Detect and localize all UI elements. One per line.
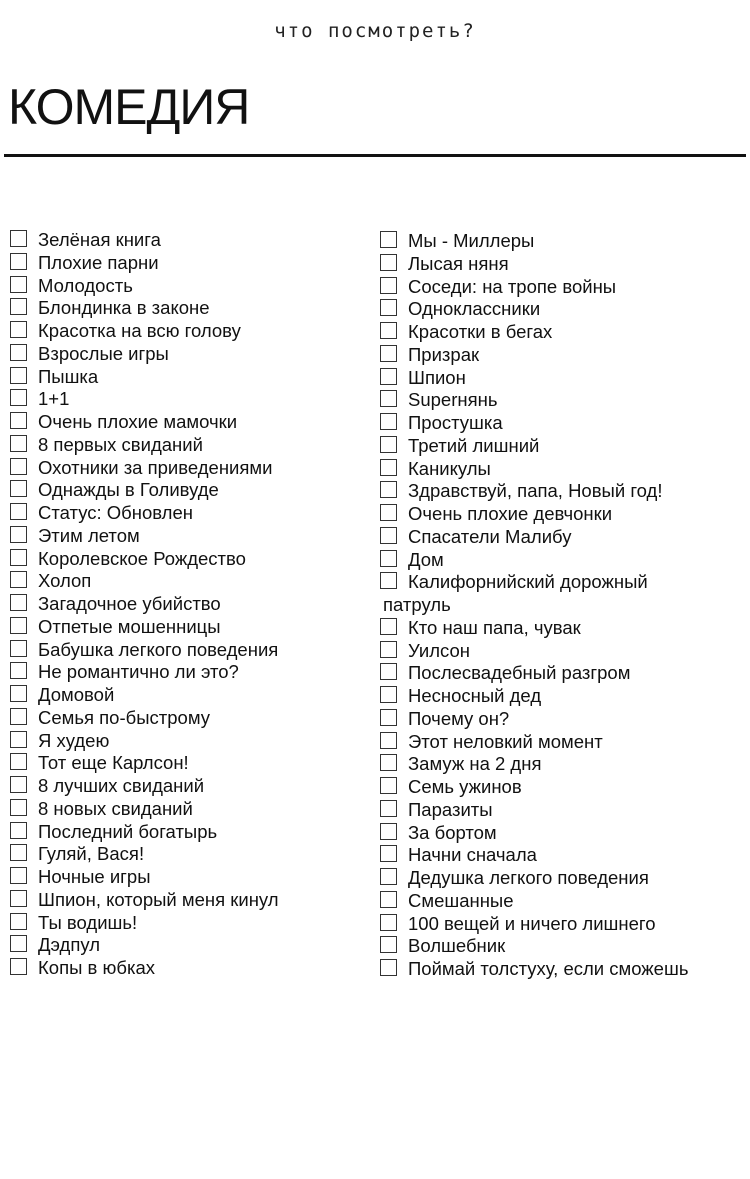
checkbox-icon[interactable]: [10, 549, 27, 566]
checklist-item-label: Мы - Миллеры: [408, 230, 535, 251]
checklist-item[interactable]: [379, 321, 747, 344]
checkbox-icon[interactable]: [380, 277, 397, 294]
checklist-item[interactable]: [9, 275, 369, 298]
checkbox-icon[interactable]: [380, 550, 397, 567]
checklist-item-label: Семья по-быстрому: [38, 706, 211, 728]
checklist-item-label: Замуж на 2 дня: [408, 753, 542, 775]
checklist-item[interactable]: [9, 730, 369, 753]
checklist-item[interactable]: [379, 958, 747, 981]
checklist-item[interactable]: [379, 253, 747, 276]
checkbox-icon[interactable]: [10, 799, 27, 816]
checkbox-icon[interactable]: [380, 572, 397, 589]
checklist-item[interactable]: [9, 570, 369, 593]
checklist-item-label: Плохие парни: [38, 251, 159, 273]
checklist-item[interactable]: [379, 435, 747, 458]
checkbox-icon[interactable]: [10, 594, 27, 611]
checklist-item[interactable]: [9, 502, 369, 525]
checklist-item[interactable]: [9, 684, 369, 707]
checklist-item-label: За бортом: [408, 821, 497, 843]
checkbox-icon[interactable]: [380, 641, 397, 658]
checklist-item[interactable]: [379, 344, 747, 367]
checklist-item-label: Волшебник: [408, 935, 506, 957]
checklist-item[interactable]: [9, 843, 369, 866]
checklist-item[interactable]: [9, 707, 369, 730]
checklist-item[interactable]: [9, 752, 369, 775]
checkbox-icon[interactable]: [10, 640, 27, 657]
checklist-item[interactable]: [9, 297, 369, 320]
checkbox-icon[interactable]: [380, 345, 397, 362]
checklist-item-label: Бабушка легкого поведения: [38, 638, 279, 660]
checklist-item[interactable]: [379, 412, 747, 435]
left-checklist: [9, 229, 369, 980]
checkbox-icon[interactable]: [10, 526, 27, 543]
checklist-item-label: Каникулы: [408, 457, 491, 479]
checkbox-icon[interactable]: [380, 914, 397, 931]
page-title: КОМЕДИЯ: [8, 79, 250, 135]
checkbox-icon[interactable]: [10, 753, 27, 770]
checklist-item[interactable]: [9, 343, 369, 366]
checkbox-icon[interactable]: [380, 618, 397, 635]
checklist-item[interactable]: [379, 276, 747, 299]
checkbox-icon[interactable]: [10, 890, 27, 907]
checkbox-icon[interactable]: [380, 481, 397, 498]
checklist-item[interactable]: [9, 957, 369, 980]
checklist-item[interactable]: [9, 320, 369, 343]
checkbox-icon[interactable]: [380, 845, 397, 862]
checklist-item[interactable]: [379, 822, 747, 845]
right-checklist: [379, 230, 747, 981]
checklist-item[interactable]: [9, 457, 369, 480]
checklist-item-label: Этим летом: [38, 524, 140, 546]
checklist-item[interactable]: [379, 685, 747, 708]
checklist-item[interactable]: [379, 389, 747, 412]
checklist-item-label: Начни сначала: [408, 844, 537, 866]
checklist-item[interactable]: [379, 367, 747, 390]
checkbox-icon[interactable]: [380, 368, 397, 385]
checklist-item-label: патруль: [383, 594, 451, 615]
checklist-item[interactable]: [9, 229, 369, 252]
checklist-item-label: 8 первых свиданий: [38, 433, 203, 455]
checkbox-icon[interactable]: [380, 800, 397, 817]
checklist-item[interactable]: [379, 799, 747, 822]
checklist-item[interactable]: [9, 798, 369, 821]
checklist-item[interactable]: [9, 388, 369, 411]
checklist-item[interactable]: [9, 912, 369, 935]
checkbox-icon[interactable]: [380, 299, 397, 316]
checklist-item-label: 8 лучших свиданий: [38, 775, 205, 796]
checklist-item[interactable]: [379, 298, 747, 321]
checklist-item-label: Холоп: [38, 570, 92, 592]
checklist-item[interactable]: [9, 639, 369, 662]
checkbox-icon[interactable]: [380, 686, 397, 703]
checklist-item[interactable]: [379, 935, 747, 958]
checklist-item[interactable]: [9, 661, 369, 684]
checkbox-icon[interactable]: [380, 322, 397, 339]
checklist-item-label: Кто наш папа, чувак: [408, 616, 581, 638]
checkbox-icon[interactable]: [10, 480, 27, 497]
checklist-item-label: Здравствуй, папа, Новый год!: [408, 480, 663, 502]
checklist-item[interactable]: [9, 934, 369, 957]
checkbox-icon[interactable]: [380, 459, 397, 476]
checkbox-icon[interactable]: [380, 709, 397, 726]
checkbox-icon[interactable]: [380, 436, 397, 453]
checkbox-icon[interactable]: [10, 867, 27, 884]
checkbox-icon[interactable]: [10, 844, 27, 861]
checklist-item[interactable]: [379, 571, 747, 594]
checkbox-icon[interactable]: [380, 231, 397, 248]
checkbox-icon[interactable]: [10, 435, 27, 452]
checklist-item-label: Паразиты: [408, 798, 493, 820]
checklist-item[interactable]: [379, 640, 747, 663]
checklist-item[interactable]: [9, 866, 369, 889]
checklist-item-label: Красотка на всю голову: [38, 320, 241, 341]
checklist-item-label: 1+1: [38, 388, 70, 410]
checkbox-icon[interactable]: [10, 458, 27, 475]
checkbox-icon[interactable]: [10, 935, 27, 952]
checklist-item[interactable]: [379, 480, 747, 503]
checklist-item[interactable]: [379, 913, 747, 936]
checklist-item-label: Superнянь: [408, 389, 498, 411]
checklist-item[interactable]: [379, 731, 747, 754]
checklist-item-label: Послесвадебный разгром: [408, 662, 631, 684]
checklist-item-label: Смешанные: [408, 889, 514, 911]
checklist-item-label: Взрослые игры: [38, 342, 169, 364]
checkbox-icon[interactable]: [10, 344, 27, 361]
checklist-item-label: Несносный дед: [408, 685, 542, 706]
checklist-item-label: Не романтично ли это?: [38, 661, 239, 683]
checklist-item[interactable]: [9, 616, 369, 639]
checklist-item-label: Пышка: [38, 365, 99, 387]
checkbox-icon[interactable]: [10, 662, 27, 679]
checklist-item[interactable]: [379, 526, 747, 549]
checklist-item[interactable]: [379, 617, 747, 640]
checklist-item-label: Лысая няня: [408, 252, 509, 274]
checkbox-icon[interactable]: [10, 412, 27, 429]
checkbox-icon[interactable]: [380, 777, 397, 794]
checklist-item[interactable]: [379, 844, 747, 867]
checklist-item[interactable]: [9, 548, 369, 571]
checklist-item-label: Молодость: [38, 274, 133, 296]
checkbox-icon[interactable]: [10, 321, 27, 338]
checklist-item-label: Я худею: [38, 729, 110, 751]
checklist-item[interactable]: [9, 366, 369, 389]
checklist-item-label: Калифорнийский дорожный: [408, 571, 648, 593]
checkbox-icon[interactable]: [380, 732, 397, 749]
checklist-item-label: Гуляй, Вася!: [38, 843, 145, 865]
checkbox-icon[interactable]: [10, 913, 27, 930]
checklist-item[interactable]: [9, 525, 369, 548]
checklist-item-label: Королевское Рождество: [38, 547, 246, 569]
checkbox-icon[interactable]: [380, 254, 397, 271]
checklist-item-label: Уилсон: [408, 639, 471, 661]
checklist-item-label: Призрак: [408, 343, 480, 365]
checkbox-icon[interactable]: [10, 685, 27, 702]
checklist-item[interactable]: [379, 458, 747, 481]
checkbox-icon[interactable]: [380, 504, 397, 521]
checklist-item[interactable]: [379, 753, 747, 776]
checklist-item[interactable]: [379, 867, 747, 890]
checkbox-icon[interactable]: [10, 230, 27, 247]
checkbox-icon[interactable]: [10, 617, 27, 634]
checkbox-icon[interactable]: [10, 503, 27, 520]
checklist-item[interactable]: [9, 889, 369, 912]
checkbox-icon[interactable]: [380, 413, 397, 430]
checklist-item[interactable]: [379, 708, 747, 731]
checklist-item-label: Дедушка легкого поведения: [408, 867, 649, 888]
checklist-item-label: Почему он?: [408, 707, 510, 729]
checklist-item-label: Статус: Обновлен: [38, 502, 193, 523]
checklist-item-label: 8 новых свиданий: [38, 797, 193, 819]
checklist-item-label: Однажды в Голивуде: [38, 479, 219, 501]
checkbox-icon[interactable]: [10, 822, 27, 839]
checklist-item-label: Дэдпул: [38, 934, 101, 956]
checklist-item[interactable]: [9, 479, 369, 502]
checklist-item[interactable]: [379, 503, 747, 526]
checklist-item-label: Зелёная книга: [38, 229, 161, 250]
checkbox-icon[interactable]: [10, 276, 27, 293]
checkbox-icon[interactable]: [10, 253, 27, 270]
checklist-item-label: Охотники за приведениями: [38, 456, 273, 478]
checkbox-icon[interactable]: [10, 708, 27, 725]
checklist-item-label: Загадочное убийство: [38, 593, 221, 614]
checklist-item[interactable]: [379, 549, 747, 572]
checklist-item[interactable]: [9, 411, 369, 434]
checklist-item-label: Тот еще Карлсон!: [38, 752, 189, 774]
checkbox-icon[interactable]: [380, 754, 397, 771]
checklist-item[interactable]: [9, 434, 369, 457]
checkbox-icon[interactable]: [10, 389, 27, 406]
checklist-item-label: Соседи: на тропе войны: [408, 275, 617, 297]
checklist-item: [379, 594, 747, 617]
checkbox-icon[interactable]: [10, 571, 27, 588]
checklist-item-label: Копы в юбках: [38, 957, 155, 978]
title-divider: [4, 154, 746, 157]
checklist-item-label: Блондинка в законе: [38, 297, 210, 319]
checklist-item-label: Последний богатырь: [38, 820, 218, 842]
checkbox-icon[interactable]: [10, 731, 27, 748]
checkbox-icon[interactable]: [380, 868, 397, 885]
checklist-item-label: Спасатели Малибу: [408, 525, 572, 547]
checklist-item-label: Шпион: [408, 366, 466, 388]
page-subtitle: что посмотреть?: [274, 20, 476, 42]
checkbox-icon[interactable]: [380, 390, 397, 407]
checklist-item[interactable]: [9, 821, 369, 844]
checklist-item-label: 100 вещей и ничего лишнего: [408, 912, 656, 934]
checkbox-icon[interactable]: [380, 823, 397, 840]
checklist-item-label: Домовой: [38, 684, 115, 705]
checkbox-icon[interactable]: [380, 959, 397, 976]
checkbox-icon[interactable]: [380, 527, 397, 544]
checklist-item-label: Третий лишний: [408, 434, 540, 456]
checklist-item[interactable]: [379, 230, 747, 253]
checkbox-icon[interactable]: [10, 367, 27, 384]
checklist-item-label: Ночные игры: [38, 866, 151, 887]
checkbox-icon[interactable]: [380, 936, 397, 953]
checklist-item[interactable]: [9, 775, 369, 798]
checklist-item-label: Шпион, который меня кинул: [38, 888, 279, 910]
checklist-item-label: Дом: [408, 548, 444, 570]
checklist-item-label: Поймай толстуху, если сможешь: [408, 958, 689, 979]
checklist-item-label: Ты водишь!: [38, 911, 138, 933]
checklist-item[interactable]: [9, 252, 369, 275]
checklist-item[interactable]: [379, 890, 747, 913]
checklist-item-label: Одноклассники: [408, 298, 541, 320]
checklist-item-label: Очень плохие девчонки: [408, 503, 613, 524]
checkbox-icon[interactable]: [380, 891, 397, 908]
checklist-item-label: Простушка: [408, 412, 503, 433]
checklist-item[interactable]: [379, 662, 747, 685]
checklist-item-label: Очень плохие мамочки: [38, 411, 238, 432]
checklist-item-label: Отпетые мошенницы: [38, 615, 221, 637]
checklist-item-label: Красотки в бегах: [408, 321, 553, 342]
checkbox-icon[interactable]: [10, 298, 27, 315]
checklist-item-label: Этот неловкий момент: [408, 730, 603, 752]
checklist-item-label: Семь ужинов: [408, 776, 522, 797]
checkbox-icon[interactable]: [380, 663, 397, 680]
checkbox-icon[interactable]: [10, 958, 27, 975]
checklist-item[interactable]: [379, 776, 747, 799]
checklist-item[interactable]: [9, 593, 369, 616]
checkbox-icon[interactable]: [10, 776, 27, 793]
